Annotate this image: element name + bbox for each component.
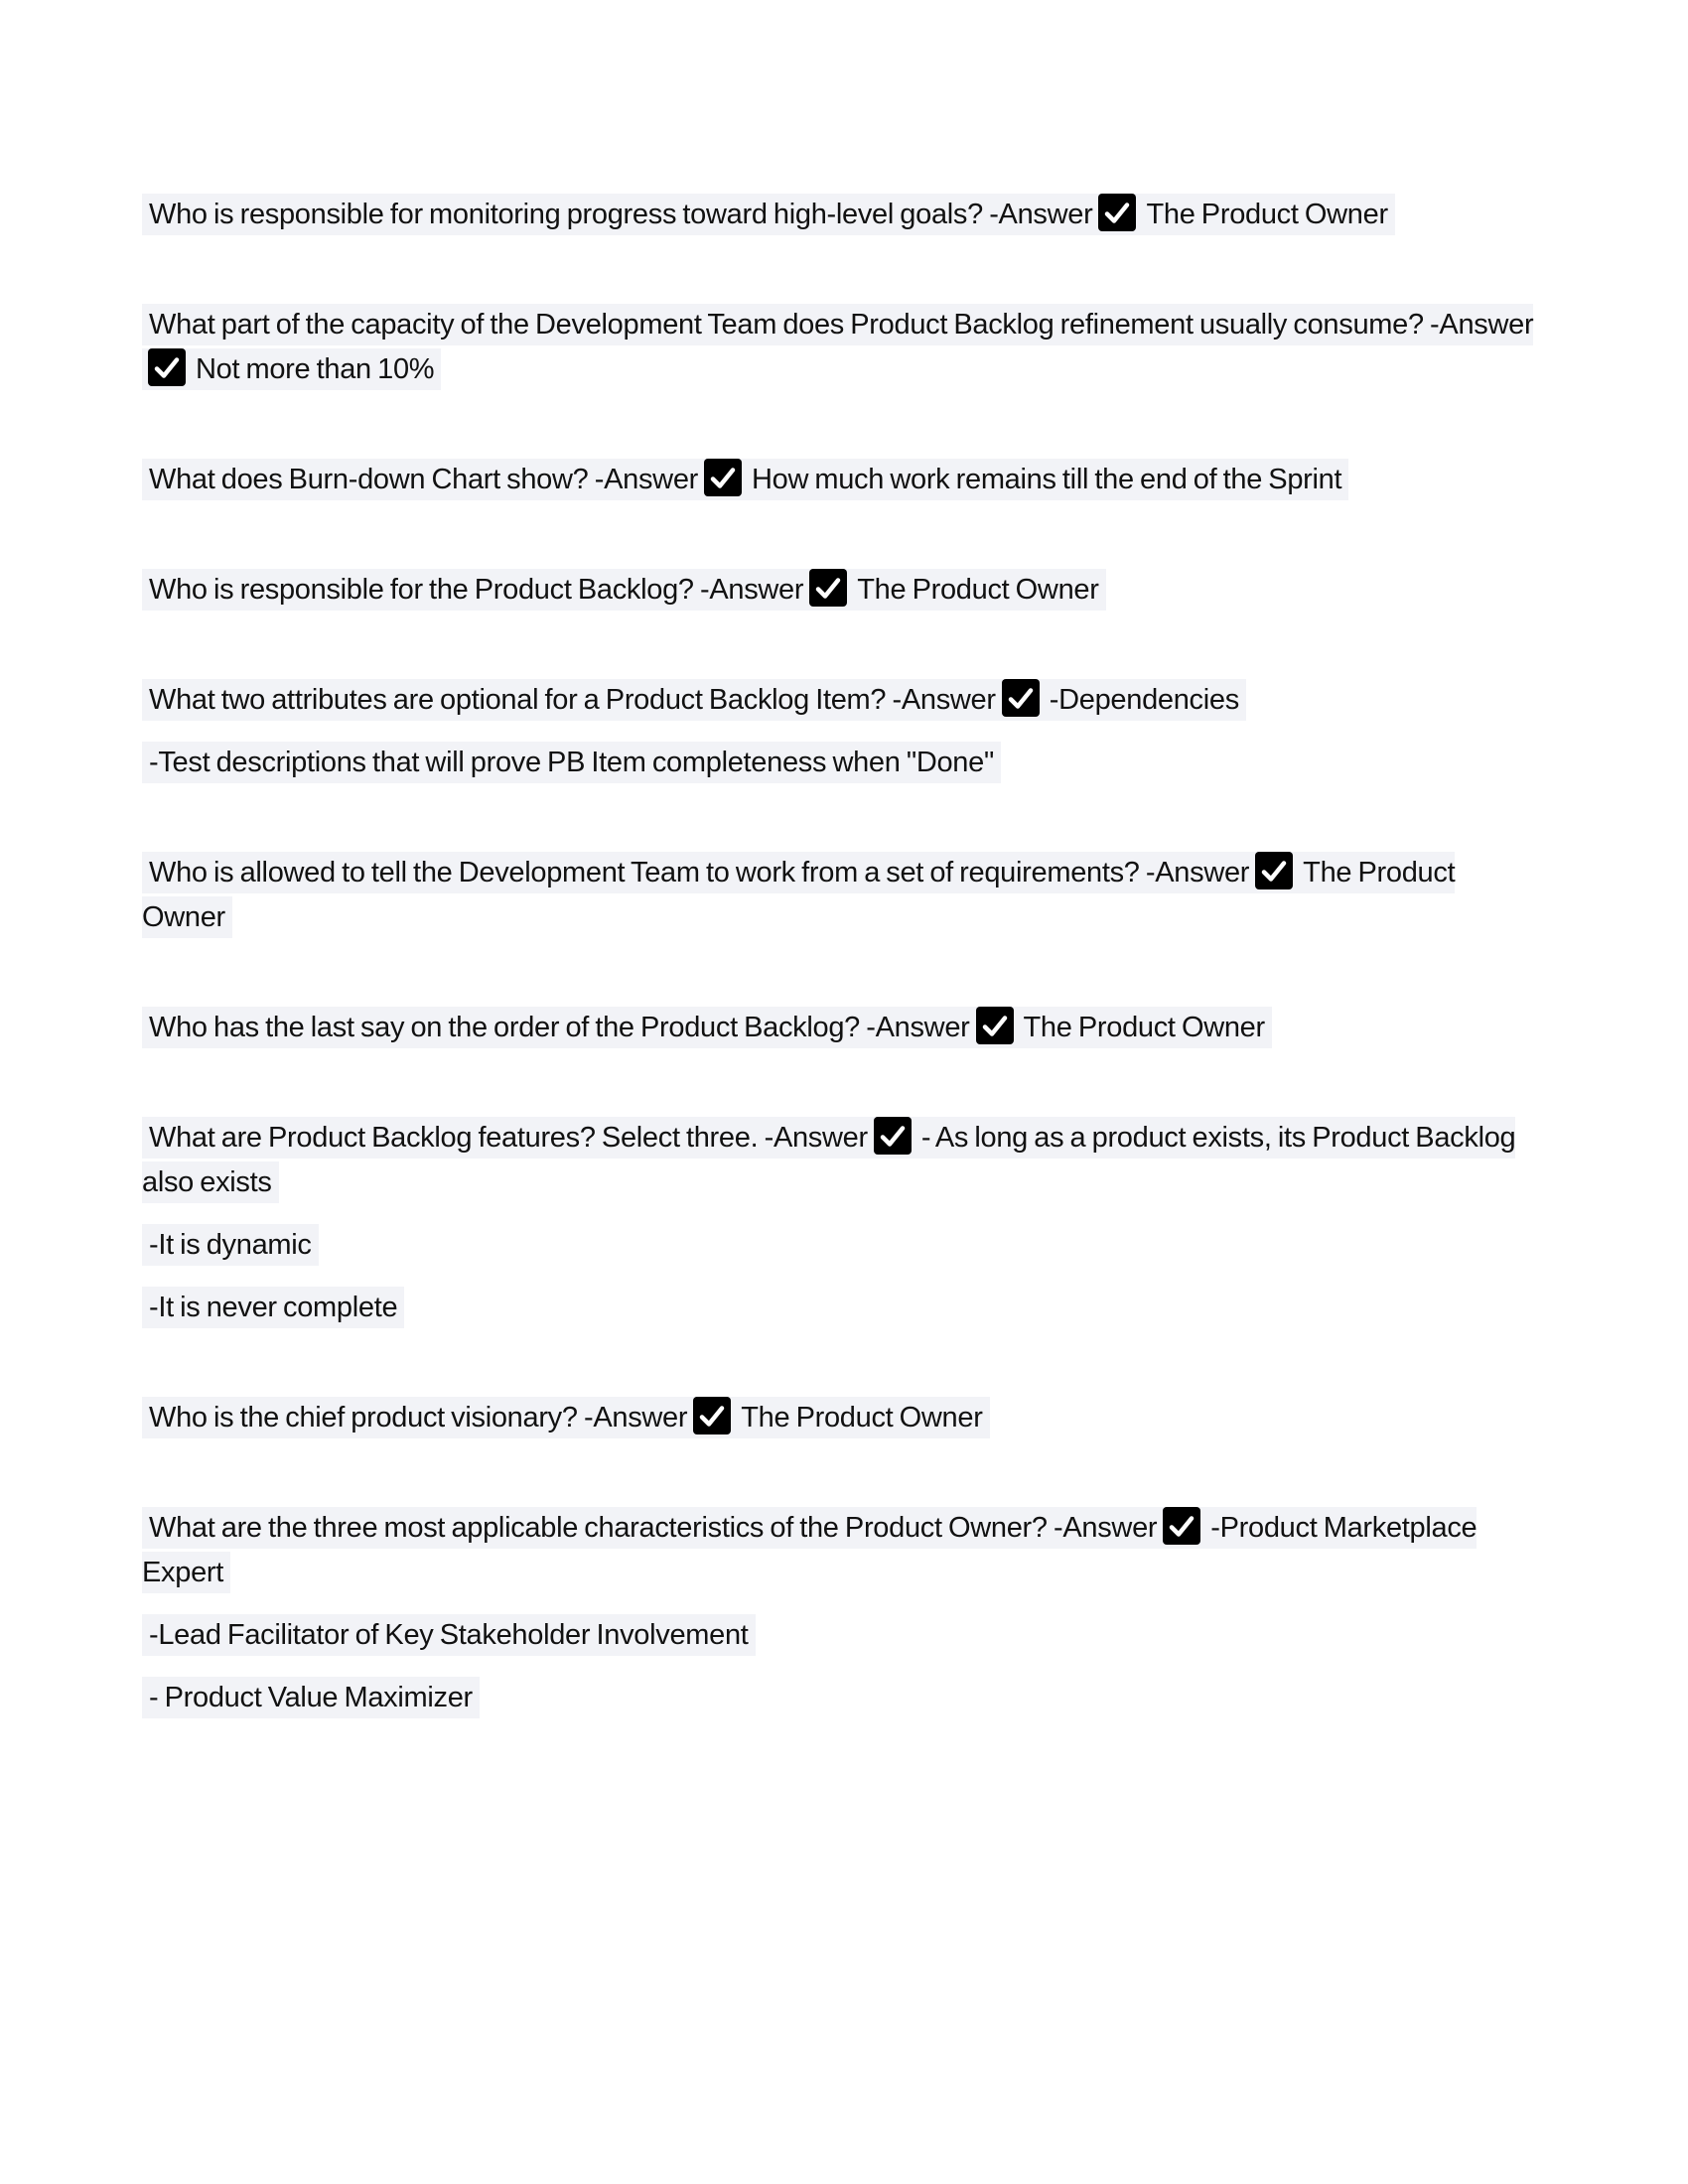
checkmark-icon: [713, 471, 733, 486]
question-text: Who is allowed to tell the Development Team to work from a set of requirements? -Answer: [149, 857, 1250, 888]
checked-checkbox-icon: [148, 348, 186, 386]
answer-extra-line: -It is never complete: [142, 1286, 1546, 1330]
checkmark-icon: [1172, 1519, 1192, 1535]
qa-block: [142, 568, 1546, 613]
answer-text: -Product Marketplace Expert: [142, 1512, 1477, 1588]
checked-checkbox-icon: [693, 1397, 731, 1434]
checked-checkbox-icon: [809, 569, 847, 607]
checkmark-icon: [818, 581, 838, 597]
question-text: What does Burn-down Chart show? -Answer: [149, 464, 698, 495]
qa-block: [142, 303, 1546, 392]
checkmark-icon: [883, 1129, 903, 1145]
qa-line: [142, 193, 1546, 237]
qa-line: [142, 458, 1546, 502]
qa-line: [142, 1116, 1546, 1205]
qa-block: [142, 1006, 1546, 1050]
question-text: Who has the last say on the order of the Product Backlog? -Answer: [149, 1012, 970, 1043]
checked-checkbox-icon: [1002, 679, 1040, 717]
question-text: What are the three most applicable characteristics of the Product Owner? -Answer: [149, 1512, 1158, 1544]
checked-checkbox-icon: [976, 1007, 1014, 1044]
answer-text: The Product Owner: [1023, 1012, 1265, 1043]
question-text: What part of the capacity of the Development Team does Product Backlog refinement usually consume? -Answer: [149, 309, 1534, 341]
checked-checkbox-icon: [874, 1117, 912, 1155]
answer-extra-line: - Product Value Maximizer: [142, 1676, 1546, 1720]
qa-line: [142, 851, 1546, 940]
qa-block: [142, 851, 1546, 940]
qa-line: [142, 1506, 1546, 1595]
answer-text: The Product Owner: [142, 857, 1456, 933]
qa-block: [142, 678, 1546, 785]
qa-line: [142, 1396, 1546, 1440]
answer-text: -Dependencies: [1049, 684, 1239, 716]
qa-line: [142, 568, 1546, 613]
answer-extra-line: -Test descriptions that will prove PB Item completeness when "Done": [142, 741, 1546, 785]
checked-checkbox-icon: [704, 459, 742, 496]
answer-text: The Product Owner: [857, 574, 1099, 606]
answer-text: - As long as a product exists, its Product Backlog also exists: [142, 1122, 1516, 1198]
answer-text: The Product Owner: [741, 1402, 983, 1433]
checked-checkbox-icon: [1098, 194, 1136, 231]
qa-block: [142, 1396, 1546, 1440]
checkmark-icon: [985, 1019, 1005, 1034]
checkmark-icon: [702, 1409, 722, 1425]
checkmark-icon: [1264, 864, 1284, 880]
question-text: Who is responsible for the Product Backlog? -Answer: [149, 574, 804, 606]
qa-line: [142, 303, 1546, 392]
answer-text: Not more than 10%: [196, 353, 435, 385]
question-text: What two attributes are optional for a Product Backlog Item? -Answer: [149, 684, 996, 716]
checkmark-icon: [1011, 691, 1031, 707]
qa-line: [142, 1006, 1546, 1050]
question-text: Who is responsible for monitoring progress toward high-level goals? -Answer: [149, 199, 1093, 230]
answer-extra-line: -Lead Facilitator of Key Stakeholder Involvement: [142, 1613, 1546, 1658]
qa-block: [142, 1116, 1546, 1330]
qa-block: [142, 1506, 1546, 1720]
checkmark-icon: [1107, 205, 1127, 221]
answer-text: The Product Owner: [1146, 199, 1388, 230]
qa-block: [142, 458, 1546, 502]
checked-checkbox-icon: [1163, 1507, 1200, 1545]
document-content: [142, 193, 1546, 1720]
qa-line: [142, 678, 1546, 723]
qa-block: [142, 193, 1546, 237]
checked-checkbox-icon: [1255, 852, 1293, 889]
question-text: What are Product Backlog features? Select three. -Answer: [149, 1122, 868, 1154]
answer-extra-line: -It is dynamic: [142, 1223, 1546, 1268]
checkmark-icon: [157, 360, 177, 376]
answer-text: How much work remains till the end of the Sprint: [752, 464, 1342, 495]
question-text: Who is the chief product visionary? -Answer: [149, 1402, 688, 1433]
